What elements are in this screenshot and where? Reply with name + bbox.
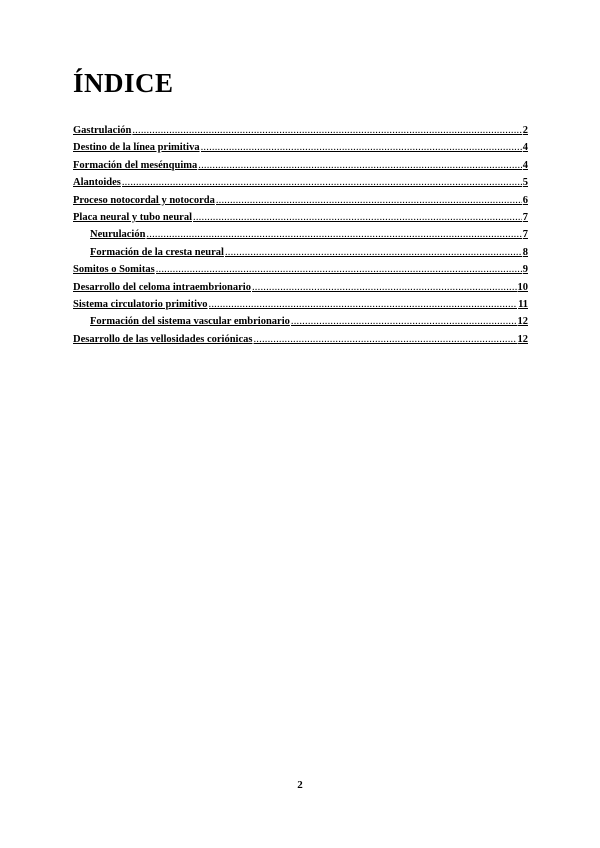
toc-entry-page: 4 [522, 159, 528, 171]
toc-entry[interactable] [73, 212, 528, 229]
toc-dot-leader [216, 195, 522, 206]
toc-entry[interactable] [73, 334, 528, 351]
toc-entry-title: Desarrollo de las vellosidades coriónicas [73, 333, 253, 345]
toc-dot-leader [252, 282, 517, 293]
toc-dot-leader [156, 264, 522, 275]
toc-entry-page: 12 [517, 333, 528, 345]
toc-entry-title: Formación del sistema vascular embrionario [90, 316, 290, 328]
toc-entry[interactable] [73, 299, 528, 316]
toc-entry-page: 10 [517, 281, 528, 293]
toc-entry-title: Proceso notocordal y notocorda [73, 194, 215, 206]
toc-entry-page: 9 [522, 264, 528, 276]
toc-entry-title: Gastrulación [73, 125, 132, 136]
toc-entry-page: 11 [518, 298, 528, 310]
toc-entry-page: 7 [522, 229, 528, 241]
toc-entry-page: 4 [522, 142, 528, 154]
toc-dot-leader [225, 247, 522, 258]
toc-dot-leader [122, 177, 522, 188]
toc-entry-title: Placa neural y tubo neural [73, 211, 193, 223]
toc-entry-title: Alantoides [73, 177, 121, 189]
toc-entry-page: 8 [522, 246, 528, 258]
toc-entry-title: Formación de la cresta neural [90, 246, 224, 258]
page-title: ÍNDICE [73, 68, 174, 98]
toc-dot-leader [209, 299, 518, 310]
toc-dot-leader [253, 334, 516, 345]
toc-entry-page: 6 [522, 194, 528, 206]
toc-entry[interactable] [73, 142, 528, 159]
toc-subentry[interactable] [73, 316, 528, 333]
page-number: 2 [297, 779, 303, 791]
toc-entry[interactable] [73, 195, 528, 212]
toc-entry-title: Neurulación [90, 229, 146, 241]
toc-entry-title: Formación del mesénquima [73, 159, 198, 171]
toc-entry-page: 2 [522, 125, 528, 136]
toc-entry[interactable] [73, 264, 528, 281]
toc-dot-leader [193, 212, 522, 223]
toc-entry[interactable] [73, 177, 528, 194]
toc-entry-title: Somitos o Somitas [73, 264, 155, 276]
toc-dot-leader [146, 229, 521, 240]
toc-entry-title: Desarrollo del celoma intraembrionario [73, 281, 251, 293]
toc-subentry[interactable] [73, 229, 528, 246]
toc-dot-leader [201, 142, 522, 153]
toc-entry-page: 12 [517, 316, 528, 328]
toc-entry[interactable] [73, 160, 528, 177]
toc-entry-title: Destino de la línea primitiva [73, 142, 200, 154]
table-of-contents [73, 125, 528, 351]
toc-dot-leader [132, 125, 521, 136]
toc-dot-leader [198, 160, 522, 171]
toc-entry-page: 7 [522, 211, 528, 223]
toc-entry[interactable] [73, 282, 528, 299]
toc-dot-leader [291, 316, 517, 327]
toc-entry-title: Sistema circulatorio primitivo [73, 298, 208, 310]
toc-subentry[interactable] [73, 247, 528, 264]
toc-entry[interactable] [73, 125, 528, 142]
toc-entry-page: 5 [522, 177, 528, 189]
